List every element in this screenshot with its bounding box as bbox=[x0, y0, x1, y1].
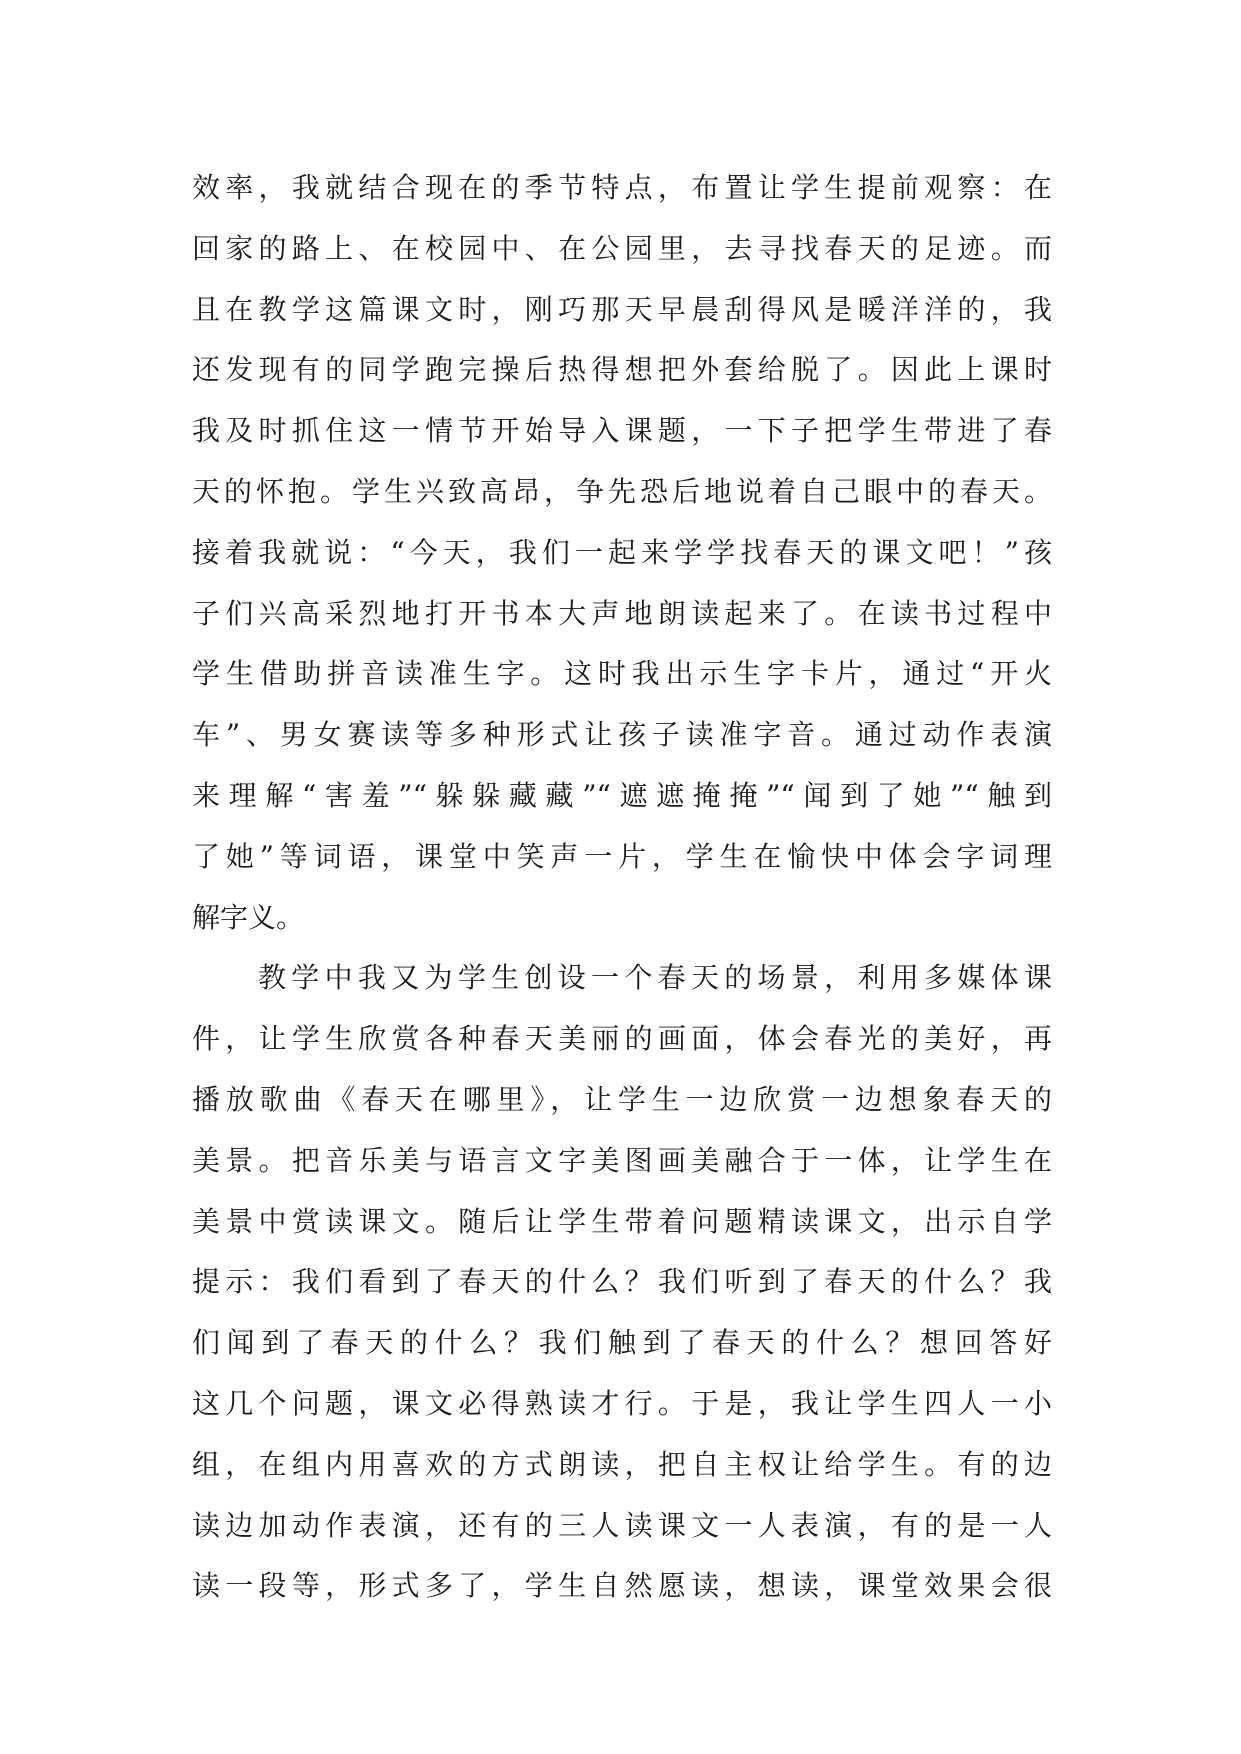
paragraph-line: 了她”等词语，课堂中笑声一片，学生在愉快中体会字词理 bbox=[192, 839, 1052, 873]
paragraph-line: 回家的路上、在校园中、在公园里，去寻找春天的足迹。而 bbox=[192, 231, 1052, 265]
paragraph-line: 美景中赏读课文。随后让学生带着问题精读课文，出示自学 bbox=[192, 1204, 1052, 1238]
paragraph-line: 且在教学这篇课文时，刚巧那天早晨刮得风是暖洋洋的，我 bbox=[192, 292, 1052, 326]
paragraph-2 bbox=[192, 948, 1052, 1617]
paragraph-line: 解字义。 bbox=[192, 900, 305, 934]
paragraph-line: 这几个问题，课文必得熟读才行。于是，我让学生四人一小 bbox=[192, 1386, 1052, 1420]
paragraph-line: 车”、男女赛读等多种形式让孩子读准字音。通过动作表演 bbox=[192, 718, 1052, 752]
paragraph-line: 学生借助拼音读准生字。这时我出示生字卡片，通过“开火 bbox=[192, 657, 1052, 691]
paragraph-line: 还发现有的同学跑完操后热得想把外套给脱了。因此上课时 bbox=[192, 353, 1052, 387]
document-body bbox=[192, 158, 1052, 1617]
paragraph-line: 提示：我们看到了春天的什么？我们听到了春天的什么？我 bbox=[192, 1265, 1052, 1299]
paragraph-1 bbox=[192, 158, 1052, 948]
paragraph-line: 件，让学生欣赏各种春天美丽的画面，体会春光的美好，再 bbox=[192, 1022, 1052, 1056]
paragraph-line: 组，在组内用喜欢的方式朗读，把自主权让给学生。有的边 bbox=[192, 1447, 1052, 1481]
paragraph-line: 效率，我就结合现在的季节特点，布置让学生提前观察：在 bbox=[192, 171, 1052, 204]
paragraph-line: 我及时抓住这一情节开始导入课题，一下子把学生带进了春 bbox=[192, 414, 1052, 448]
paragraph-line: 天的怀抱。学生兴致高昂，争先恐后地说着自己眼中的春天。 bbox=[192, 474, 1052, 508]
paragraph-line: 读一段等，形式多了，学生自然愿读，想读，课堂效果会很 bbox=[192, 1569, 1052, 1603]
paragraph-line: 们闻到了春天的什么？我们触到了春天的什么？想回答好 bbox=[192, 1326, 1052, 1360]
paragraph-line: 美景。把音乐美与语言文字美图画美融合于一体，让学生在 bbox=[192, 1143, 1052, 1177]
paragraph-line: 读边加动作表演，还有的三人读课文一人表演，有的是一人 bbox=[192, 1508, 1052, 1542]
paragraph-line: 接着我就说：“今天，我们一起来学学找春天的课文吧！”孩 bbox=[192, 535, 1052, 569]
paragraph-line: 子们兴高采烈地打开书本大声地朗读起来了。在读书过程中 bbox=[192, 596, 1052, 630]
paragraph-line: 教学中我又为学生创设一个春天的场景，利用多媒体课 bbox=[258, 961, 1052, 995]
paragraph-line: 来理解“害羞”“躲躲藏藏”“遮遮掩掩”“闻到了她”“触到 bbox=[192, 778, 1052, 812]
paragraph-line: 播放歌曲《春天在哪里》，让学生一边欣赏一边想象春天的 bbox=[192, 1082, 1052, 1116]
